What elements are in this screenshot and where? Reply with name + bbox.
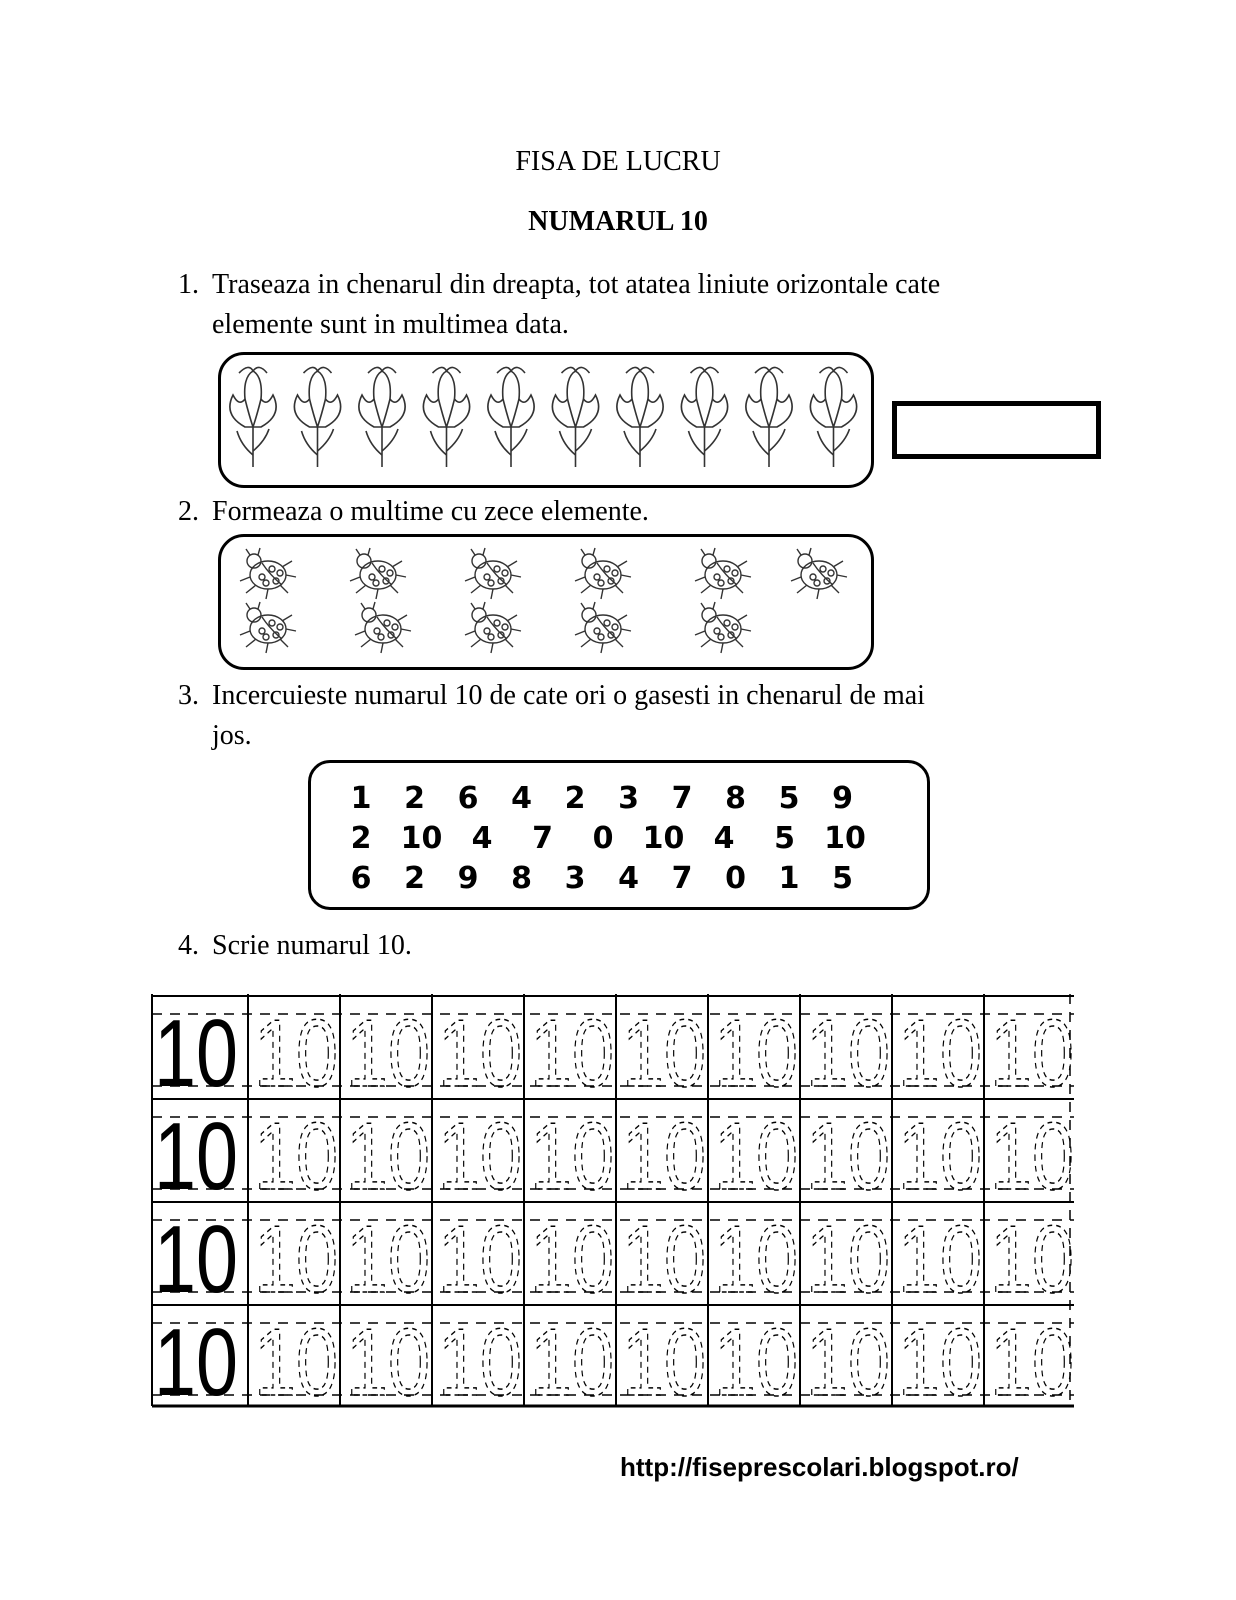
task-number: 3. [178, 680, 199, 711]
tracing-number[interactable]: 10 [898, 1309, 982, 1416]
grid-number[interactable]: 4 [618, 861, 639, 896]
task-text-line2: elemente sunt in multimea data. [212, 309, 569, 340]
ladybug-icon [355, 602, 411, 653]
tracing-number[interactable]: 10 [806, 1103, 890, 1210]
answer-box[interactable] [892, 401, 1101, 459]
grid-number[interactable]: 9 [832, 781, 853, 816]
model-number: 10 [154, 1206, 238, 1313]
ladybug-icon [695, 548, 751, 599]
tracing-number[interactable]: 10 [714, 1103, 798, 1210]
task-text-line1: Scrie numarul 10. [212, 930, 412, 961]
ladybug-icon [240, 602, 296, 653]
task-text-line1: Traseaza in chenarul din dreapta, tot atatea liniute orizontale cate [212, 269, 941, 300]
tulip-icon [746, 367, 792, 467]
grid-number[interactable]: 2 [404, 861, 425, 896]
ladybug-set [221, 537, 871, 667]
grid-number[interactable]: 5 [774, 821, 795, 856]
ladybug-icon [575, 548, 631, 599]
grid-number[interactable]: 7 [671, 861, 693, 896]
task-number: 2. [178, 496, 199, 527]
tulip-icon [294, 367, 340, 467]
ladybug-set-frame [218, 534, 874, 670]
grid-number[interactable]: 6 [350, 861, 372, 896]
grid-number[interactable]: 4 [511, 781, 532, 816]
tracing-number[interactable]: 10 [438, 1309, 522, 1416]
flower-set [221, 355, 871, 485]
task-text-line1: Formeaza o multime cu zece elemente. [212, 496, 649, 527]
model-number: 10 [154, 1000, 238, 1107]
tulip-icon [810, 367, 856, 467]
tracing-number[interactable]: 10 [254, 1206, 338, 1313]
tulip-icon [423, 367, 469, 467]
tracing-number[interactable]: 10 [622, 1000, 706, 1107]
tracing-number[interactable]: 10 [806, 1000, 890, 1107]
grid-number[interactable]: 0 [725, 861, 746, 896]
tracing-number[interactable]: 10 [714, 1309, 798, 1416]
tulip-icon [617, 367, 663, 467]
grid-number[interactable]: 10 [642, 821, 685, 856]
tracing-number[interactable]: 10 [254, 1000, 338, 1107]
tracing-number[interactable]: 10 [622, 1309, 706, 1416]
tracing-number[interactable]: 10 [346, 1000, 430, 1107]
tracing-number[interactable]: 10 [438, 1206, 522, 1313]
grid-number[interactable]: 2 [350, 821, 372, 856]
writing-practice-grid[interactable] [152, 994, 1074, 1416]
ladybug-icon [695, 602, 751, 653]
tracing-number[interactable]: 10 [346, 1206, 430, 1313]
tracing-number[interactable]: 10 [530, 1309, 614, 1416]
grid-number[interactable]: 5 [832, 861, 853, 896]
grid-number[interactable]: 10 [824, 821, 866, 856]
task-1 [178, 265, 1078, 345]
tulip-icon [488, 367, 534, 467]
tulip-icon [230, 367, 276, 467]
tulip-icon [552, 367, 598, 467]
number-grid-frame [308, 760, 930, 910]
tracing-number[interactable]: 10 [898, 1000, 982, 1107]
tracing-number[interactable]: 10 [806, 1309, 890, 1416]
page-title: FISA DE LUCRU [515, 146, 721, 177]
ladybug-icon [350, 548, 406, 599]
tracing-number[interactable]: 10 [254, 1309, 338, 1416]
task-2 [178, 492, 1078, 532]
tracing-number[interactable]: 10 [990, 1309, 1074, 1416]
ladybug-icon [575, 602, 631, 653]
flower-set-frame [218, 352, 874, 488]
grid-number[interactable]: 7 [532, 821, 553, 856]
model-number: 10 [154, 1103, 238, 1210]
task-4 [178, 926, 1078, 966]
grid-number[interactable]: 6 [457, 781, 479, 816]
grid-number[interactable]: 1 [350, 781, 372, 816]
tulip-icon [359, 367, 405, 467]
ladybug-icon [240, 548, 296, 599]
grid-number[interactable]: 3 [564, 861, 586, 896]
tracing-number[interactable]: 10 [530, 1206, 614, 1313]
tracing-number[interactable]: 10 [438, 1103, 522, 1210]
tracing-number[interactable]: 10 [346, 1309, 430, 1416]
tracing-number[interactable]: 10 [622, 1206, 706, 1313]
number-grid [311, 763, 927, 907]
grid-number[interactable]: 8 [725, 781, 746, 816]
grid-number[interactable]: 2 [404, 781, 425, 816]
model-number: 10 [154, 1309, 238, 1416]
grid-number[interactable]: 4 [713, 821, 735, 856]
grid-number[interactable]: 1 [778, 861, 800, 896]
ladybug-icon [465, 602, 521, 653]
task-number: 4. [178, 930, 199, 961]
tracing-number[interactable]: 10 [714, 1000, 798, 1107]
grid-number[interactable]: 8 [511, 861, 532, 896]
ladybug-icon [791, 548, 847, 599]
tracing-number[interactable]: 10 [346, 1103, 430, 1210]
tracing-number[interactable]: 10 [990, 1000, 1074, 1107]
task-3 [178, 676, 1078, 756]
tracing-number[interactable]: 10 [438, 1000, 522, 1107]
tulip-icon [681, 367, 727, 467]
tracing-number[interactable]: 10 [714, 1206, 798, 1313]
grid-number[interactable]: 0 [592, 821, 614, 856]
grid-number[interactable]: 9 [457, 861, 479, 896]
tracing-number[interactable]: 10 [990, 1103, 1074, 1210]
tracing-number[interactable]: 10 [530, 1103, 614, 1210]
tracing-number[interactable]: 10 [898, 1103, 982, 1210]
grid-number[interactable]: 4 [471, 821, 493, 856]
grid-number[interactable]: 3 [618, 781, 639, 816]
tracing-number[interactable]: 10 [806, 1206, 890, 1313]
footer-url: http://fiseprescolari.blogspot.ro/ [620, 1452, 1019, 1482]
ladybug-icon [465, 548, 521, 599]
tracing-number[interactable]: 10 [898, 1206, 982, 1313]
tracing-number[interactable]: 10 [990, 1206, 1074, 1313]
grid-number[interactable]: 5 [778, 781, 800, 816]
grid-number[interactable]: 7 [671, 781, 693, 816]
tracing-number[interactable]: 10 [622, 1103, 706, 1210]
task-text-line1: Incercuieste numarul 10 de cate ori o gasesti in chenarul de mai [212, 680, 925, 711]
grid-number[interactable]: 2 [564, 781, 586, 816]
tracing-number[interactable]: 10 [530, 1000, 614, 1107]
task-text-line2: jos. [212, 720, 252, 751]
page-subtitle: NUMARUL 10 [528, 206, 708, 237]
grid-number[interactable]: 10 [400, 821, 443, 856]
tracing-number[interactable]: 10 [254, 1103, 338, 1210]
task-number: 1. [178, 269, 199, 300]
